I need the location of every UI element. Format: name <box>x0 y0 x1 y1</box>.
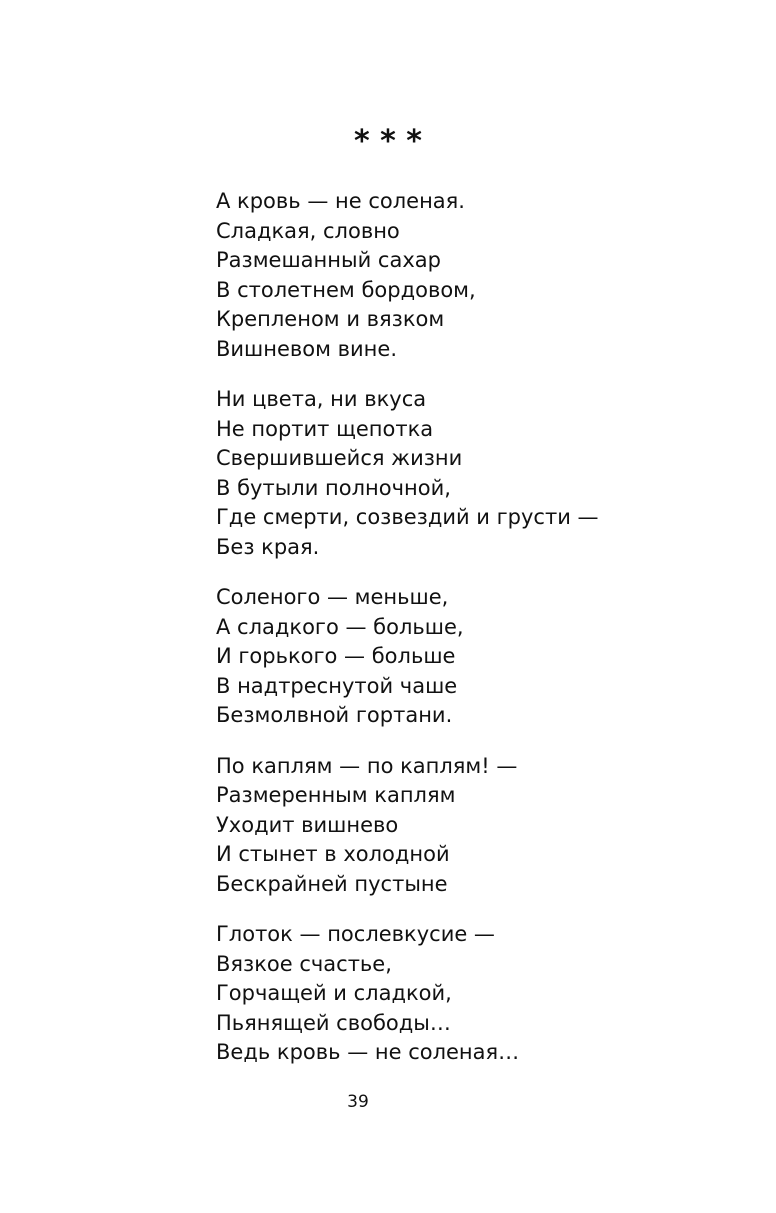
stanza <box>216 752 736 900</box>
poem-line: В надтреснутой чаше <box>216 673 458 698</box>
poem-line: Без края. <box>216 534 320 559</box>
stanza <box>216 187 736 364</box>
poem-line: Глоток — послевкусие — <box>216 922 495 946</box>
poem-line: Соленого — меньше, <box>216 585 449 609</box>
poem-line: Ни цвета, ни вкуса <box>216 387 427 411</box>
poem-line: Вишневом вине. <box>216 336 398 361</box>
poem-line: А кровь — не соленая. <box>216 189 465 213</box>
poem-line: Крепленом и вязком <box>216 307 445 331</box>
poem-line: В бутыли полночной, <box>216 475 451 500</box>
poem-line: Размешанный сахар <box>216 248 441 272</box>
poem-line: Свершившейся жизни <box>216 446 463 470</box>
section-separator: * * * <box>354 124 422 159</box>
stanza <box>216 920 736 1068</box>
poem-line: Не портит щепотка <box>216 416 434 441</box>
poem-line: Сладкая, словно <box>216 218 400 243</box>
stanza <box>216 385 736 562</box>
poem-line: Где смерти, созвездий и грусти — <box>216 505 599 529</box>
poem-line: Безмолвной гортани. <box>216 703 453 727</box>
poem-line: Размеренным каплям <box>216 783 456 807</box>
poem-line: Вязкое счастье, <box>216 951 392 976</box>
poem-line: Пьянящей свободы… <box>216 1010 451 1035</box>
poem-line: По каплям — по каплям! — <box>216 753 518 778</box>
poem-line: Ведь кровь — не соленая… <box>216 1040 520 1064</box>
poem-line: Уходит вишнево <box>216 812 399 837</box>
poem-line: Горчащей и сладкой, <box>216 981 452 1005</box>
poem-line: А сладкого — больше, <box>216 614 464 639</box>
poem-line: И стынет в холодной <box>216 842 450 866</box>
poem <box>216 187 736 1068</box>
poem-line: Бескрайней пустыне <box>216 871 448 896</box>
page-number: 39 <box>347 1092 369 1112</box>
stanza <box>216 583 736 731</box>
poem-line: И горького — больше <box>216 644 456 668</box>
poem-line: В столетнем бордовом, <box>216 277 476 302</box>
